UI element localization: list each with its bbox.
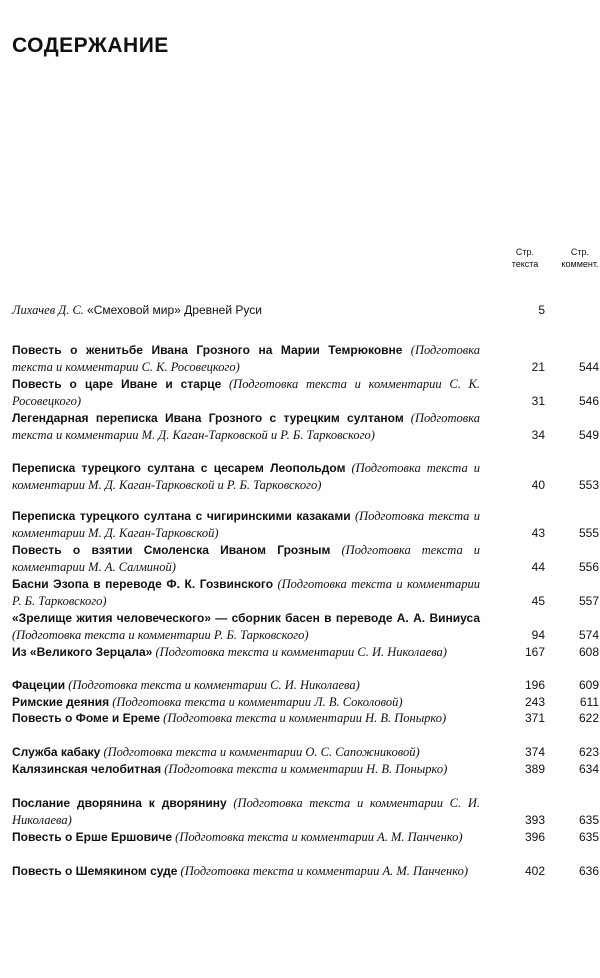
text-page-number: 31 [531, 393, 545, 408]
entry-title: Повесть о взятии Смоленска Иваном Грозным [12, 543, 331, 557]
toc-entry[interactable] [12, 542, 598, 575]
entry-title: Калязинская челобитная [12, 762, 162, 776]
entry-description [12, 694, 480, 711]
entry-title: Повесть о Ерше Ершовиче [12, 830, 173, 844]
entry-description [12, 302, 480, 319]
entry-note: (Подготовка текста и комментарии С. К. Росовецкого) [12, 377, 480, 408]
column-header-line: текста [511, 259, 539, 269]
comment-page-number: 549 [578, 427, 599, 442]
entry-description [12, 644, 480, 661]
entry-note: (Подготовка текста и комментарии Н. В. Понырко) [164, 762, 448, 776]
entry-description [12, 542, 480, 575]
intro-title: «Смеховой мир» Древней Руси [87, 303, 262, 317]
entry-description [12, 863, 480, 880]
toc-entry[interactable] [12, 710, 598, 727]
intro-author: Лихачев Д. С. [12, 303, 84, 317]
toc-entry[interactable] [12, 829, 598, 846]
comment-page-number: 609 [578, 678, 599, 692]
entry-description [12, 677, 480, 694]
text-page-number: 167 [524, 645, 545, 659]
entry-title: «Зрелище жития человеческого» — сборник басен в переводе А. А. Виниуса [12, 611, 480, 625]
comment-page-number: 608 [578, 645, 599, 659]
text-page-number: 374 [524, 745, 545, 759]
text-page-number: 94 [531, 627, 545, 642]
toc-entry[interactable] [12, 342, 598, 375]
entry-description [12, 508, 480, 541]
entry-description [12, 761, 480, 778]
text-page-number: 44 [531, 559, 545, 574]
comment-page-number: 634 [578, 762, 599, 776]
text-page-number: 371 [524, 711, 545, 725]
text-page-number: 40 [531, 477, 545, 492]
comment-page-number: 544 [578, 359, 599, 374]
comment-page-number: 635 [578, 812, 599, 827]
text-page-number: 43 [531, 525, 545, 540]
entry-note: (Подготовка текста и комментарии М. А. Салминой) [12, 543, 481, 574]
entry-note: (Подготовка текста и комментарии С. И. Николаева) [68, 678, 360, 692]
entry-description [12, 744, 480, 761]
text-page-number: 243 [524, 695, 545, 709]
toc-entry[interactable] [12, 644, 598, 661]
text-page-number: 393 [524, 812, 545, 827]
toc-entry[interactable] [12, 376, 598, 409]
comment-page-number: 556 [578, 559, 599, 574]
entry-title: Легендарная переписка Ивана Грозного с турецким султаном [12, 411, 404, 425]
entry-description [12, 410, 480, 443]
entry-note: (Подготовка текста и комментарии Л. В. Соколовой) [112, 695, 403, 709]
entry-title: Повесть о женитьбе Ивана Грозного на Марии Темрюковне [12, 343, 403, 357]
entry-title: Повесть о царе Иване и старце [12, 377, 222, 391]
entry-description [12, 829, 480, 846]
entry-description [12, 710, 480, 727]
comment-page-number: 555 [578, 525, 599, 540]
entry-note: (Подготовка текста и комментарии М. Д. Каган-Тарковской и Р. Б. Тарковского) [12, 461, 481, 492]
column-header-comment-page [556, 246, 600, 270]
entry-title: Фацеции [12, 678, 66, 692]
toc-entry[interactable] [12, 460, 598, 493]
entry-note: (Подготовка текста и комментарии А. М. Панченко) [175, 830, 463, 844]
toc-entry[interactable] [12, 410, 598, 443]
comment-page-number: 636 [578, 864, 599, 878]
entry-description [12, 376, 480, 409]
text-page-number: 389 [524, 762, 545, 776]
text-page-number: 402 [524, 864, 545, 878]
entry-description [12, 610, 480, 643]
column-header-line: коммент. [561, 259, 599, 269]
toc-entry[interactable] [12, 694, 598, 711]
entry-note: (Подготовка текста и комментарии Р. Б. Тарковского) [12, 627, 309, 642]
entry-note: (Подготовка текста и комментарии М. Д. Каган-Тарковской и Р. Б. Тарковского) [12, 411, 480, 442]
entry-description [12, 795, 480, 828]
entry-description [12, 576, 480, 609]
toc-entry[interactable] [12, 863, 598, 880]
toc-entry[interactable] [12, 795, 598, 828]
comment-page-number: 553 [578, 477, 599, 492]
entry-title: Повесть о Шемякином суде [12, 864, 178, 878]
entry-note: (Подготовка текста и комментарии Р. Б. Тарковского) [12, 577, 481, 608]
entry-note: (Подготовка текста и комментарии А. М. Панченко) [180, 864, 468, 878]
text-page-number: 196 [524, 678, 545, 692]
entry-title: Из «Великого Зерцала» [12, 645, 153, 659]
entry-title: Послание дворянина к дворянину [12, 796, 227, 810]
text-page-number: 5 [538, 303, 545, 317]
comment-page-number: 611 [579, 695, 599, 709]
toc-intro-entry[interactable] [12, 302, 598, 319]
comment-page-number: 557 [578, 593, 599, 608]
comment-page-number: 546 [578, 393, 599, 408]
column-header-text-page [501, 246, 549, 270]
comment-page-number: 635 [578, 830, 599, 844]
toc-entry[interactable] [12, 761, 598, 778]
entry-description [12, 342, 480, 375]
entry-title: Переписка турецкого султана с чигиринскими казаками [12, 509, 351, 523]
entry-title: Римские деяния [12, 695, 110, 709]
text-page-number: 34 [531, 427, 545, 442]
text-page-number: 45 [531, 593, 545, 608]
toc-entry[interactable] [12, 576, 598, 609]
entry-note: (Подготовка текста и комментарии С. К. Росовецкого) [12, 343, 480, 374]
entry-note: (Подготовка текста и комментарии С. И. Николаева) [12, 796, 481, 827]
entry-note: (Подготовка текста и комментарии С. И. Николаева) [155, 645, 447, 659]
entry-title: Переписка турецкого султана с цесарем Леопольдом [12, 461, 346, 475]
entry-note: (Подготовка текста и комментарии О. С. Сапожниковой) [103, 745, 420, 759]
comment-page-number: 622 [578, 711, 599, 725]
toc-entry[interactable] [12, 610, 598, 643]
toc-entry[interactable] [12, 744, 598, 761]
toc-entry[interactable] [12, 677, 598, 694]
entry-title: Служба кабаку [12, 745, 101, 759]
entry-note: (Подготовка текста и комментарии Н. В. Понырко) [163, 711, 447, 725]
text-page-number: 21 [531, 359, 545, 374]
entry-title: Повесть о Фоме и Ереме [12, 711, 161, 725]
column-header-line: Стр. [570, 247, 590, 257]
comment-page-number: 574 [578, 627, 599, 642]
page-title: СОДЕРЖАНИЕ [12, 34, 169, 57]
entry-description [12, 460, 480, 493]
text-page-number: 396 [524, 830, 545, 844]
entry-note: (Подготовка текста и комментарии М. Д. Каган-Тарковской) [12, 509, 481, 540]
column-header-line: Стр. [515, 247, 535, 257]
toc-entry[interactable] [12, 508, 598, 541]
entry-title: Басни Эзопа в переводе Ф. К. Гозвинского [12, 577, 274, 591]
comment-page-number: 623 [578, 745, 599, 759]
